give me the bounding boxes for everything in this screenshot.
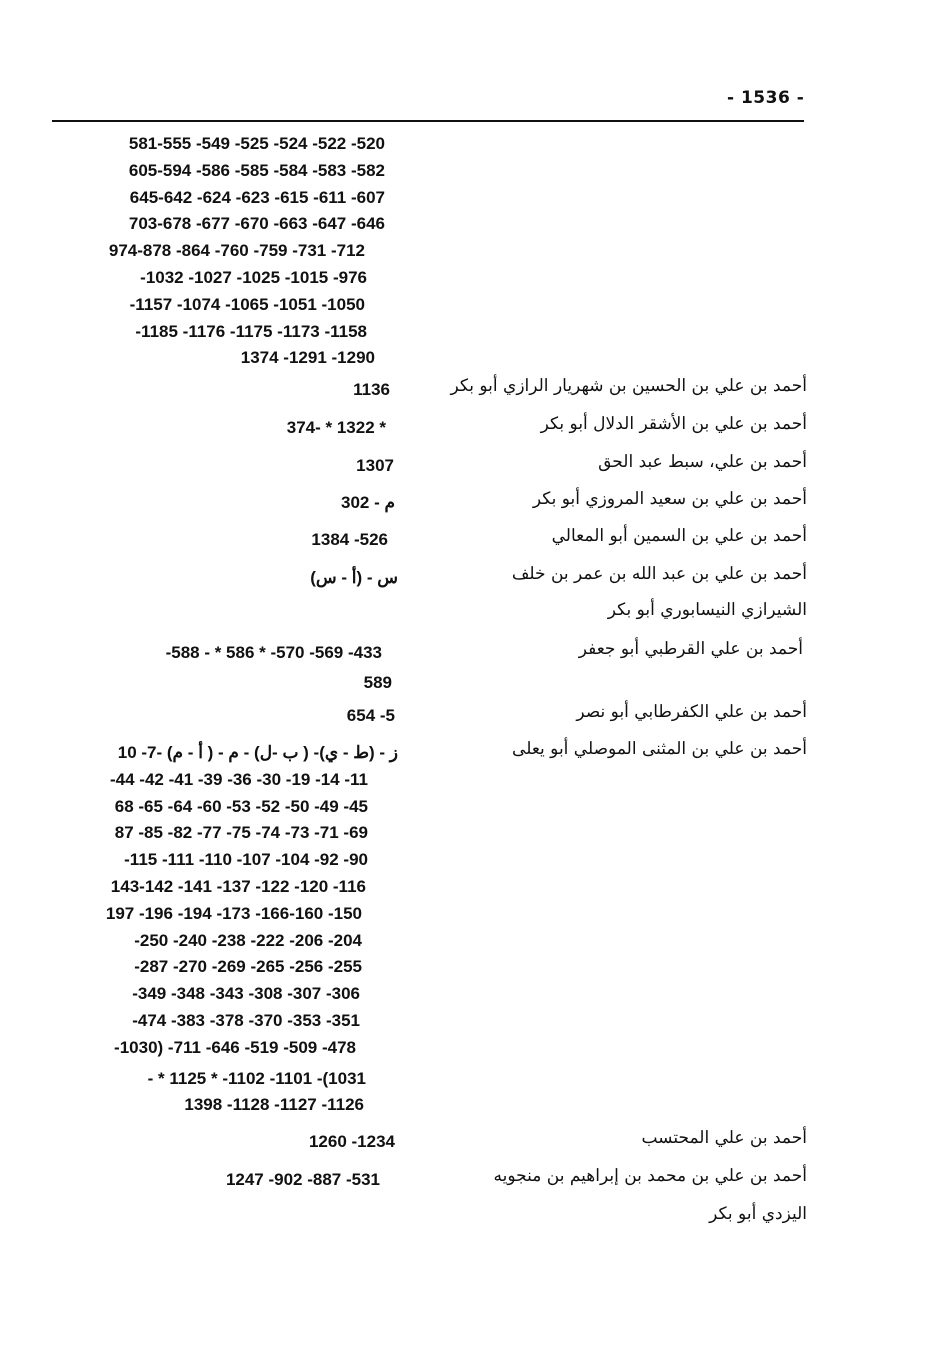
entry-pages: س - (أ - س) — [310, 568, 398, 587]
entry-name: الشيرازي النيسابوري أبو بكر — [607, 600, 807, 620]
entry-pages: -588 - * 586 * -570 -569 -433 — [165, 643, 382, 662]
page-ref-line: 645-642 -624 -623 -615 -611 -607 — [129, 187, 385, 207]
page-ref-line: -474 -383 -378 -370 -353 -351 — [132, 1010, 360, 1030]
continued-pages-block — [55, 131, 385, 372]
entry-pages: م - 302 — [340, 493, 395, 512]
page-ref-line: 1398 -1128 -1127 -1126 — [184, 1095, 364, 1115]
entry-name: أحمد بن علي بن السمين أبو المعالي — [551, 526, 807, 546]
page-ref-line: -250 -240 -238 -222 -206 -204 — [134, 930, 362, 950]
page-ref-line: -115 -111 -110 -107 -104 -92 -90 — [124, 850, 368, 870]
entry-name: اليزدي أبو بكر — [709, 1204, 807, 1224]
entry-name: أحمد بن علي بن الأشقر الدلال أبو بكر — [540, 414, 807, 434]
page-ref-line: - * 1125 * -1102 -1101 -(1031 — [147, 1068, 366, 1088]
entry-pages: 589 — [363, 673, 392, 692]
entry-pages: 1136 — [353, 380, 390, 399]
entry-name: أحمد بن علي القرطبي أبو جعفر — [578, 639, 803, 659]
entry-pages: 1247 -902 -887 -531 — [225, 1170, 380, 1189]
page-number: - 1536 - — [727, 88, 805, 108]
entry-pages: 374- * 1322 * — [286, 418, 386, 437]
page-ref-line: -287 -270 -269 -265 -256 -255 — [134, 957, 362, 977]
entry-name: أحمد بن علي المحتسب — [641, 1128, 807, 1148]
page-ref-line: -1032 -1027 -1025 -1015 -976 — [140, 267, 367, 287]
entry-name: أحمد بن علي بن الحسين بن شهريار الرازي أبو بكر — [450, 376, 807, 396]
page-ref-line: -44 -42 -41 -39 -36 -30 -19 -14 -11 — [110, 769, 368, 789]
entry-name: أحمد بن علي، سبط عبد الحق — [598, 452, 807, 472]
entry-pages: 1384 -526 — [311, 530, 388, 549]
page-ref-line: -1157 -1074 -1065 -1051 -1050 — [129, 294, 365, 314]
abu-yala-pages-block — [58, 740, 398, 1119]
page-ref-line: 143-142 -141 -137 -122 -120 -116 — [110, 876, 366, 896]
header-rule — [52, 120, 804, 122]
entry-pages: 1307 — [356, 456, 394, 475]
page-ref-line: -349 -348 -343 -308 -307 -306 — [132, 984, 360, 1004]
entry-name: أحمد بن علي الكفرطابي أبو نصر — [576, 702, 807, 722]
page-ref-line: 68 -65 -64 -60 -53 -52 -50 -49 -45 — [114, 796, 368, 816]
entry-name: أحمد بن علي بن عبد الله بن عمر بن خلف — [511, 564, 807, 584]
page-ref-line: 87 -85 -82 -77 -75 -74 -73 -71 -69 — [114, 823, 368, 843]
page-ref-line: 605-594 -586 -585 -584 -583 -582 — [128, 160, 385, 180]
page-ref-line: 197 -196 -194 -173 -166-160 -150 — [105, 903, 362, 923]
entry-pages: 654 -5 — [346, 706, 395, 725]
page-ref-line: ز - (ط - ي)- ( ب -ل) - م - ( أ - م) -7- 10 — [117, 743, 398, 762]
entry-name: أحمد بن علي بن محمد بن إبراهيم بن منجويه — [493, 1166, 807, 1186]
page-ref-line: 703-678 -677 -670 -663 -647 -646 — [128, 214, 385, 234]
entry-name: أحمد بن علي بن المثنى الموصلي أبو يعلى — [512, 739, 807, 759]
page-ref-line: -1030) -711 -646 -519 -509 -478 — [114, 1037, 356, 1057]
page-ref-line: 1374 -1291 -1290 — [240, 348, 375, 368]
entry-pages: 1260 -1234 — [308, 1132, 395, 1151]
page-ref-line: -1185 -1176 -1175 -1173 -1158 — [135, 321, 367, 341]
page-ref-line: 581-555 -549 -525 -524 -522 -520 — [128, 134, 385, 153]
entry-name: أحمد بن علي بن سعيد المروزي أبو بكر — [532, 489, 807, 509]
page-ref-line: 974-878 -864 -760 -759 -731 -712 — [108, 241, 365, 261]
